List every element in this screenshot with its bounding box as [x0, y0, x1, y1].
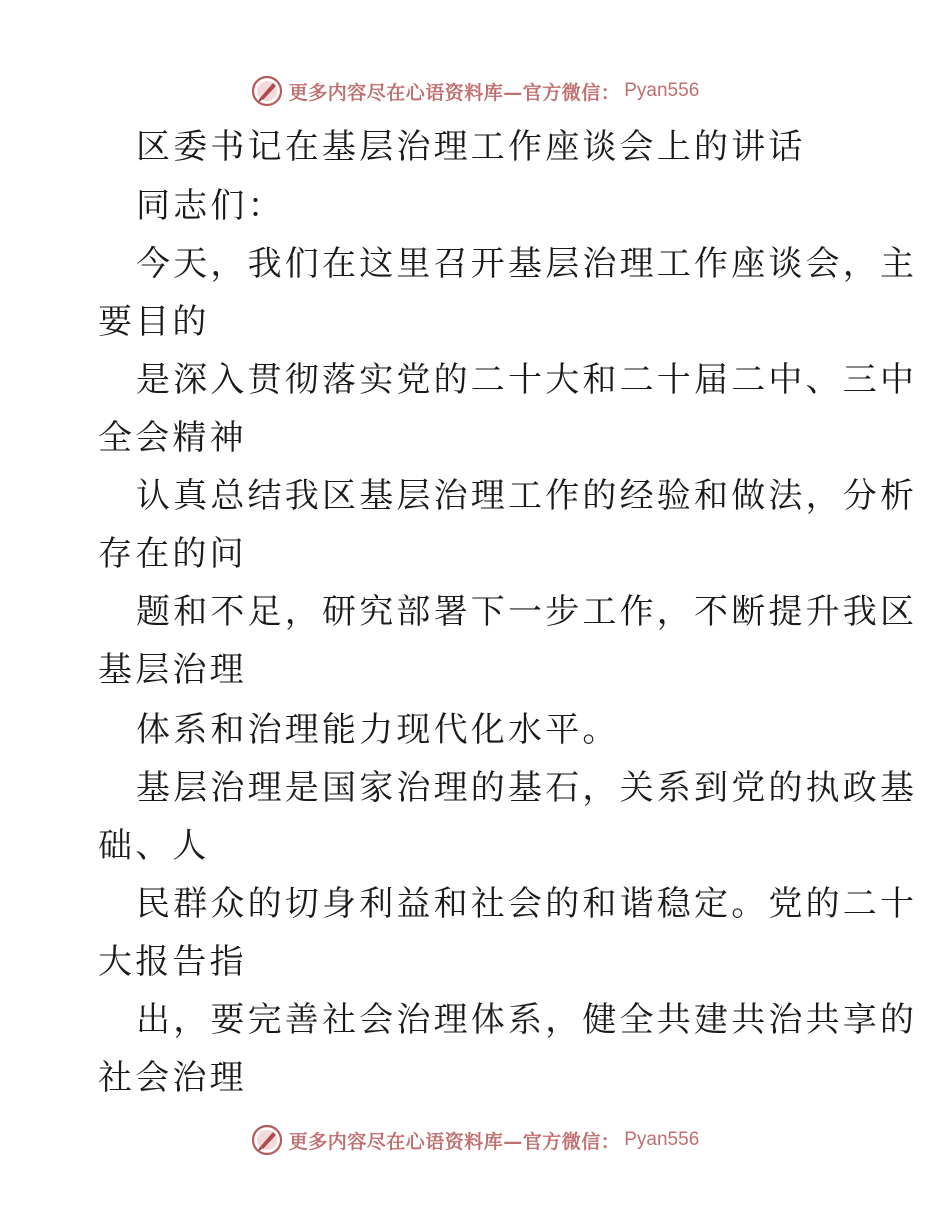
- body-line: 民群众的切身利益和社会的和谐稳定。党的二十: [136, 884, 918, 924]
- body-line: 存在的问: [98, 534, 247, 574]
- body-line: 是深入贯彻落实党的二十大和二十届二中、三中: [136, 360, 918, 400]
- body-line: 题和不足，研究部署下一步工作，不断提升我区: [136, 592, 918, 632]
- header-banner: [0, 71, 950, 111]
- quill-pen-icon: [251, 75, 283, 107]
- document-title: 区委书记在基层治理工作座谈会上的讲话: [136, 127, 806, 167]
- body-line: 认真总结我区基层治理工作的经验和做法，分析: [136, 476, 918, 516]
- body-line: 要目的: [98, 302, 210, 342]
- body-line: 今天，我们在这里召开基层治理工作座谈会，主: [136, 244, 918, 284]
- salutation: 同志们：: [136, 186, 285, 226]
- body-line: 大报告指: [98, 942, 247, 982]
- body-line: 出，要完善社会治理体系，健全共建共治共享的: [136, 1000, 918, 1040]
- banner-wechat-id: Pyan556: [624, 1129, 700, 1150]
- banner-wechat-id: Pyan556: [624, 80, 700, 101]
- body-line: 基层治理是国家治理的基石，关系到党的执政基: [136, 768, 918, 808]
- body-line: 基层治理: [98, 650, 247, 690]
- footer-banner: [0, 1120, 950, 1160]
- body-line: 础、人: [98, 826, 210, 866]
- body-line: 全会精神: [98, 418, 247, 458]
- banner-text: 更多内容尽在心语资料库—官方微信：: [288, 1130, 621, 1153]
- quill-pen-icon: [251, 1124, 283, 1156]
- body-line: 社会治理: [98, 1058, 247, 1098]
- banner-text: 更多内容尽在心语资料库—官方微信：: [288, 81, 621, 104]
- body-line: 体系和治理能力现代化水平。: [136, 710, 620, 750]
